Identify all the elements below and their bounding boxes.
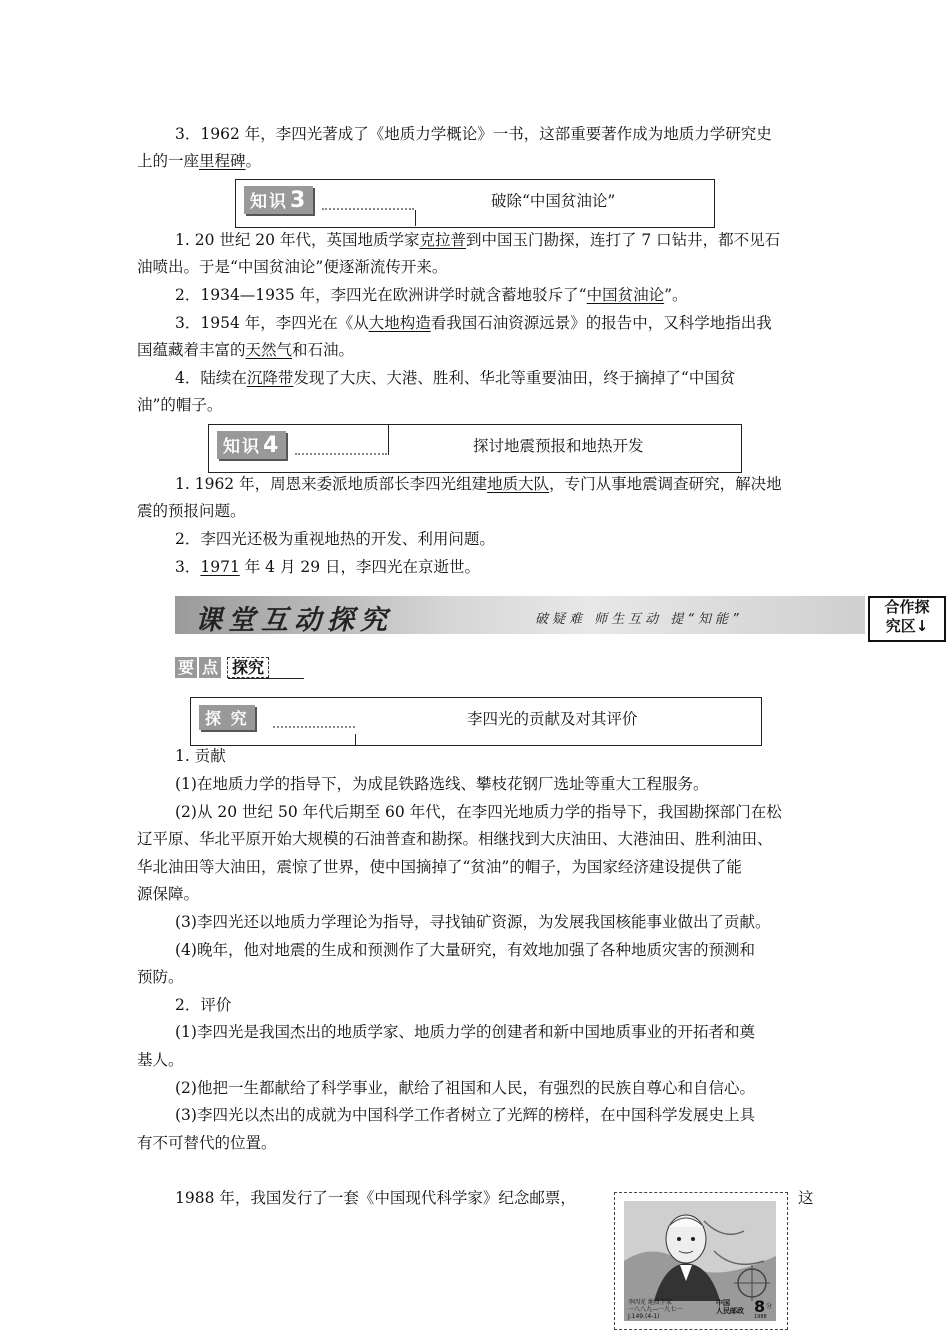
paragraph: (1)李四光是我国杰出的地质学家、地质力学的创建者和新中国地质事业的开拓者和奠: [175, 1023, 755, 1041]
paragraph: (1)在地质力学的指导下，为成昆铁路选线、攀枝花钢厂选址等重大工程服务。: [175, 775, 709, 793]
paragraph: 3．1971 年 4 月 29 日，李四光在京逝世。: [175, 558, 481, 576]
paragraph: 2．李四光还极为重视地热的开发、利用问题。: [175, 530, 495, 548]
heading: 1. 贡献: [175, 747, 226, 765]
dotted-divider: [273, 726, 355, 728]
knowledge-4-header: [208, 424, 742, 473]
underlined-answer: 里程碑: [199, 152, 246, 170]
paragraph: 这: [798, 1189, 814, 1207]
stamp-unit: 分: [766, 1303, 773, 1310]
dotted-divider: [322, 208, 414, 210]
paragraph: 源保障。: [137, 885, 200, 903]
stamp-year: 1988: [754, 1314, 767, 1320]
divider: [228, 678, 304, 679]
stamp-years: 一八八九—一九七一: [628, 1306, 683, 1313]
dotted-divider: [295, 453, 387, 455]
paragraph: (3)李四光以杰出的成就为中国科学工作者树立了光辉的榜样，在中国科学发展史上具: [175, 1106, 755, 1124]
paragraph: 4．陆续在沉降带发现了大庆、大港、胜利、华北等重要油田，终于摘掉了“中国贫: [175, 369, 736, 387]
divider: [355, 734, 356, 745]
stamp-picture: [624, 1201, 776, 1321]
section-banner: [175, 596, 865, 634]
paragraph: 辽平原、华北平原开始大规模的石油普查和勘探。相继找到大庆油田、大港油田、胜利油田、: [137, 830, 773, 848]
inquiry-tag: 探 究: [199, 705, 255, 730]
paragraph: (3)李四光还以地质力学理论为指导，寻找铀矿资源，为发展我国核能事业做出了贡献。: [175, 913, 771, 931]
side-label: 合作探 究区↓: [868, 596, 946, 642]
paragraph: (2)他把一生都献给了科学事业，献给了祖国和人民，有强烈的民族自尊心和自信心。: [175, 1079, 755, 1097]
banner-title: 课堂互动探究: [195, 605, 393, 636]
paragraph: (2)从 20 世纪 50 年代后期至 60 年代，在李四光地质力学的指导下，我国勘探部门在松: [175, 803, 782, 821]
paragraph: 1. 20 世纪 20 年代，英国地质学家克拉普到中国玉门勘探，连打了 7 口钻井，都不见石: [175, 231, 781, 249]
divider: [388, 425, 389, 455]
stamp-country: 中国: [716, 1299, 730, 1307]
banner-subtitle: 破疑难 师生互动 提“知能”: [535, 612, 743, 627]
heading: 2．评价: [175, 996, 232, 1014]
paragraph: 有不可替代的位置。: [137, 1134, 277, 1152]
paragraph: 基人。: [137, 1051, 184, 1069]
stamp-value: 8: [754, 1297, 766, 1316]
paragraph: 2．1934—1935 年，李四光在欧洲讲学时就含蓄地驳斥了“中国贫油论”。: [175, 286, 688, 304]
stamp-name: 李四光 地质学家: [628, 1299, 672, 1306]
stamp-code: J.149.(4-1): [628, 1313, 660, 1320]
section-title: 探讨地震预报和地热开发: [473, 437, 644, 455]
paragraph: 1988 年，我国发行了一套《中国现代科学家》纪念邮票，: [175, 1189, 576, 1207]
paragraph: 华北油田等大油田，震惊了世界，使中国摘掉了“贫油”的帽子，为国家经济建设提供了能: [137, 858, 742, 876]
paragraph: 1. 1962 年，周恩来委派地质部长李四光组建地质大队，专门从事地震调查研究，解决地: [175, 475, 782, 493]
section-title: 李四光的贡献及对其评价: [467, 710, 638, 728]
key-points-label: 要 点 探究: [175, 655, 269, 678]
paragraph: 震的预报问题。: [137, 502, 246, 520]
section-title: 破除“中国贫油论”: [491, 192, 616, 210]
paragraph: (4)晚年，他对地震的生成和预测作了大量研究，有效地加强了各种地质灾害的预测和: [175, 941, 755, 959]
paragraph: 油”的帽子。: [137, 396, 223, 414]
inquiry-header: [190, 697, 762, 746]
paragraph: 国蕴藏着丰富的天然气和石油。: [137, 341, 355, 359]
stamp-image: [614, 1192, 788, 1330]
paragraph: 上的一座里程碑。: [137, 152, 262, 170]
divider: [415, 210, 416, 226]
paragraph: 3．1954 年，李四光在《从大地构造看我国石油资源远景》的报告中，又科学地指出我: [175, 314, 772, 332]
paragraph: 预防。: [137, 968, 184, 986]
knowledge-tag: 知识4: [217, 431, 286, 459]
knowledge-3-header: [235, 179, 715, 228]
paragraph: 油喷出。于是“中国贫油论”便逐渐流传开来。: [137, 258, 448, 276]
stamp-publisher: 人民邮政: [716, 1307, 744, 1315]
knowledge-tag: 知识3: [244, 186, 313, 214]
paragraph: 3．1962 年，李四光著成了《地质力学概论》一书，这部重要著作成为地质力学研究史: [175, 125, 772, 143]
